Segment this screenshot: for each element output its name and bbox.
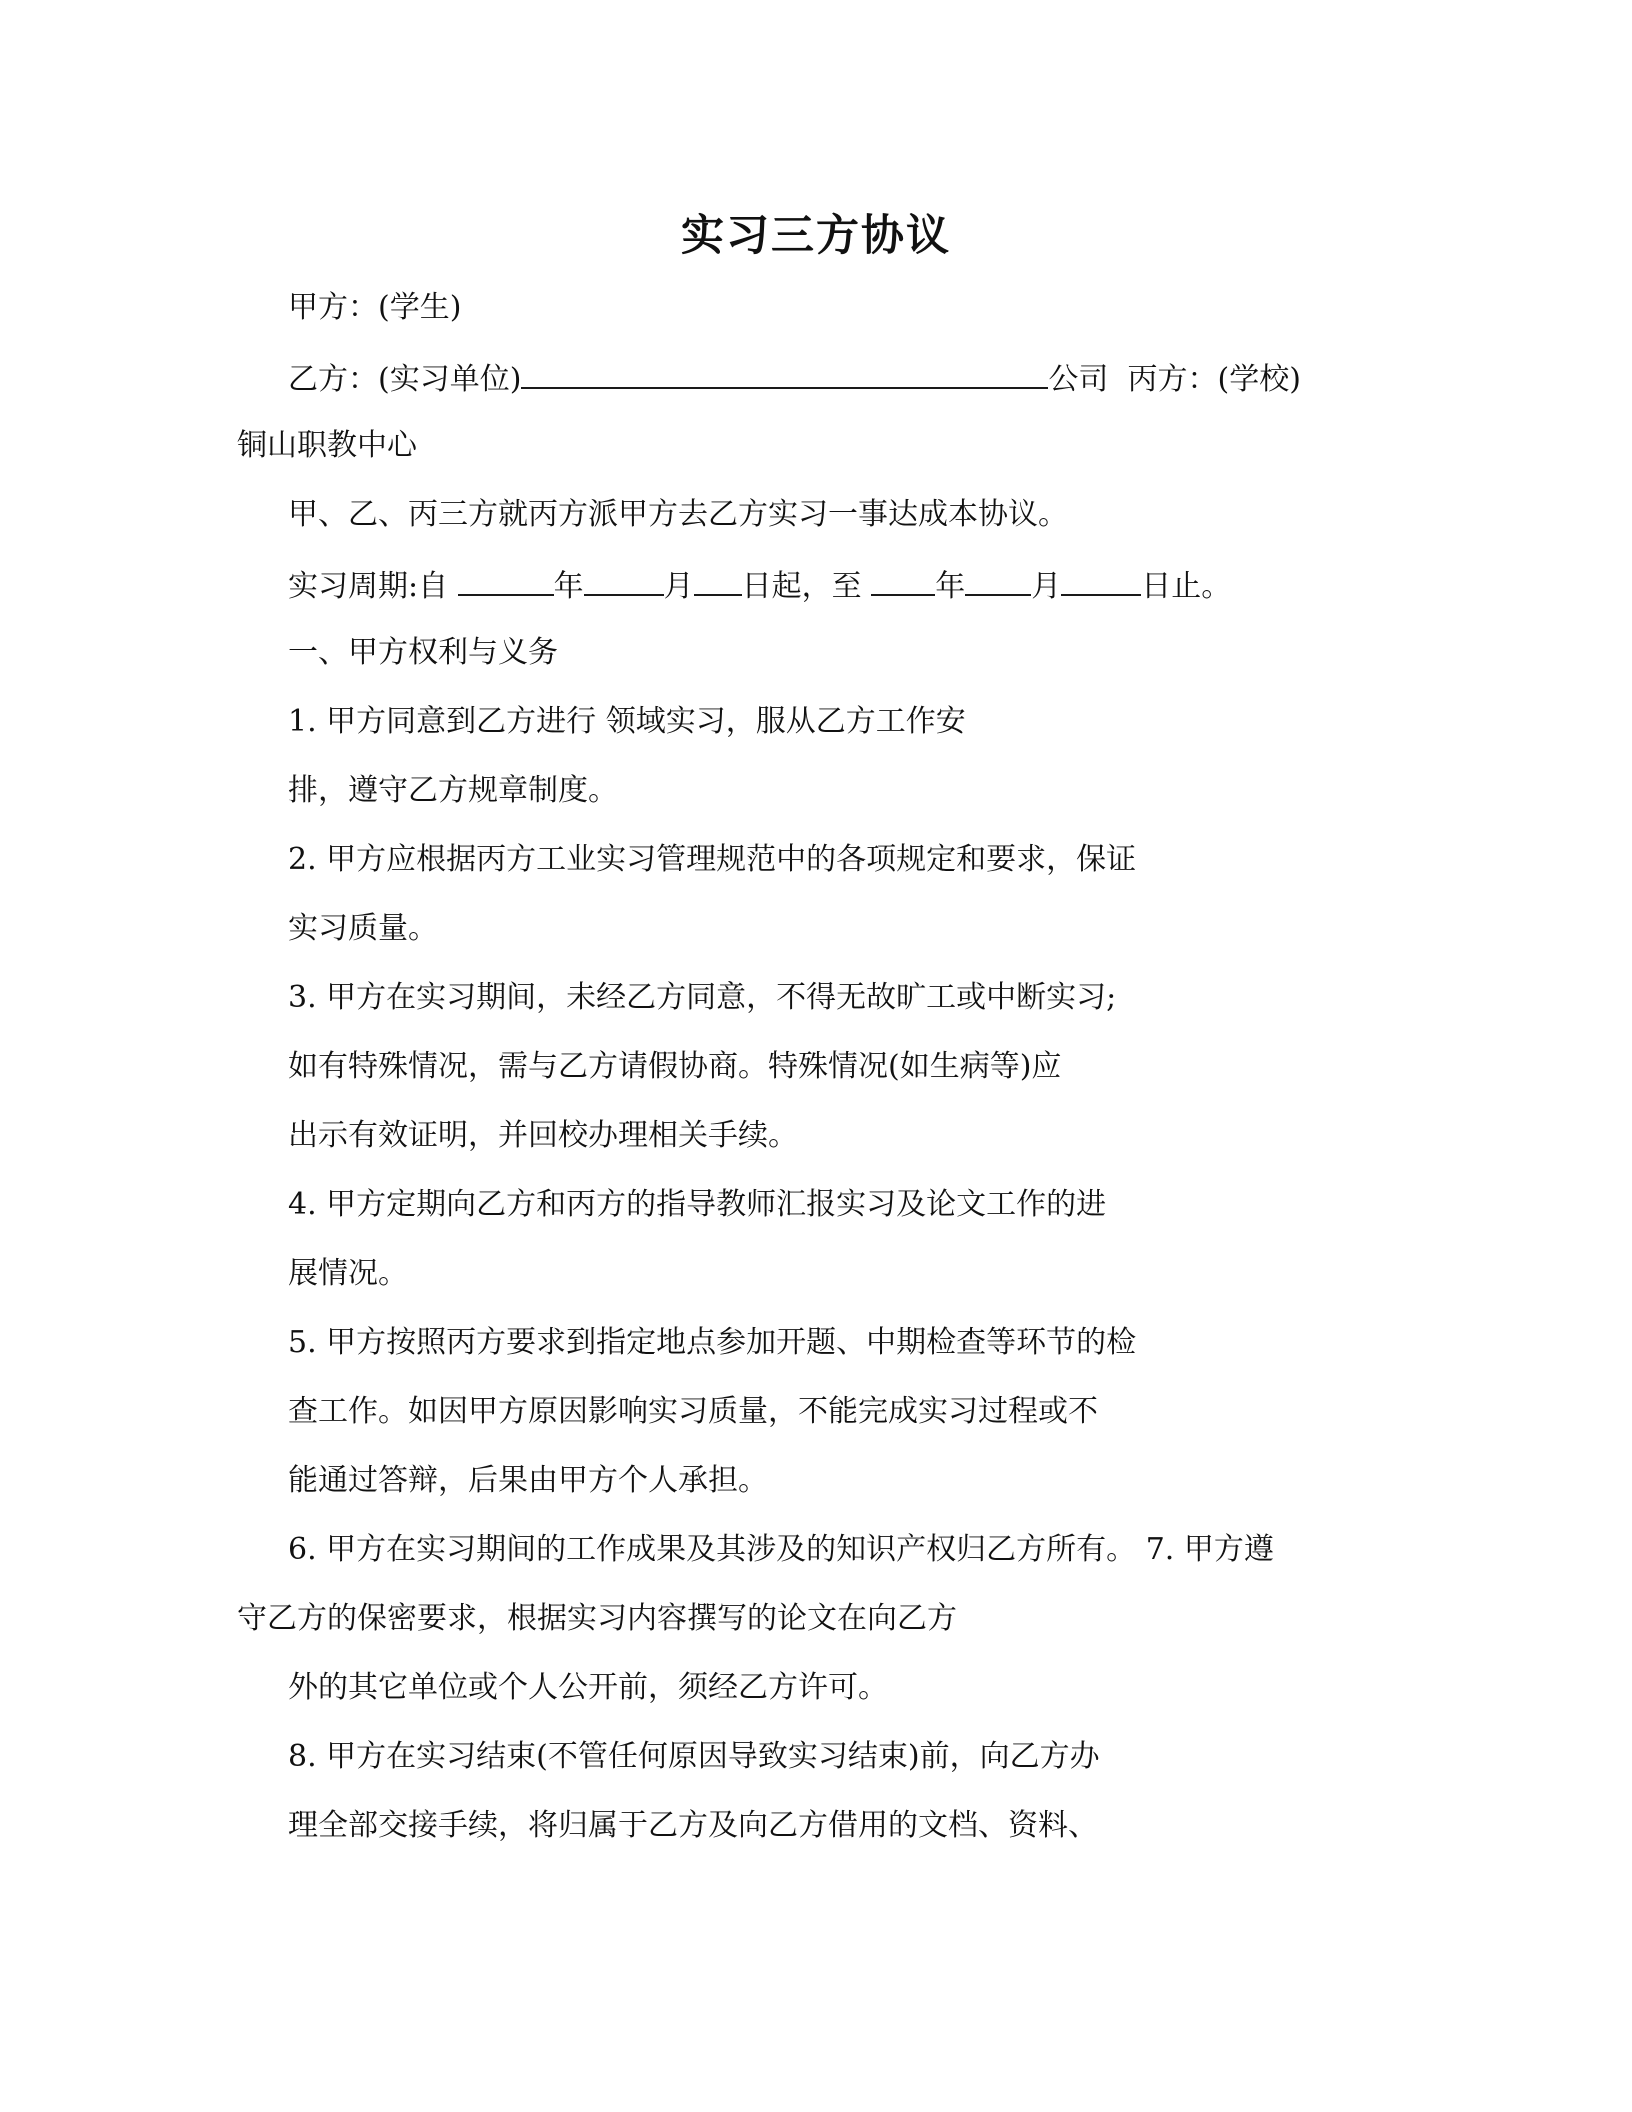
end-month-blank[interactable] xyxy=(965,564,1031,596)
clause-line: 6. 甲方在实习期间的工作成果及其涉及的知识产权归乙方所有。 7. 甲方遵 xyxy=(288,1532,1274,1567)
clause-line: 理全部交接手续，将归属于乙方及向乙方借用的文档、资料、 xyxy=(288,1808,1098,1843)
end-day-unit: 日止。 xyxy=(1141,569,1232,604)
end-year-unit: 年 xyxy=(935,569,966,604)
company-name-blank[interactable] xyxy=(521,357,1048,389)
start-year-unit: 年 xyxy=(553,569,584,604)
school-name: 铜山职教中心 xyxy=(237,428,417,463)
period-label: 实习周期:自 xyxy=(288,569,449,604)
start-day-unit: 日起，至 xyxy=(741,569,862,604)
party-b-line xyxy=(288,357,1301,400)
party-b-label: 乙方：(实习单位) xyxy=(288,362,522,397)
clause-line: 5. 甲方按照丙方要求到指定地点参加开题、中期检查等环节的检 xyxy=(288,1325,1137,1360)
clause-line: 4. 甲方定期向乙方和丙方的指导教师汇报实习及论文工作的进 xyxy=(288,1187,1107,1222)
clause-line: 外的其它单位或个人公开前，须经乙方许可。 xyxy=(288,1670,888,1705)
party-b-suffix: 公司 xyxy=(1048,362,1109,397)
clause-line: 能通过答辩，后果由甲方个人承担。 xyxy=(288,1463,768,1498)
end-month-unit: 月 xyxy=(1031,569,1062,604)
start-month-blank[interactable] xyxy=(584,564,664,596)
clause-line: 查工作。如因甲方原因影响实习质量，不能完成实习过程或不 xyxy=(288,1394,1098,1429)
start-month-unit: 月 xyxy=(663,569,694,604)
page-title: 实习三方协议 xyxy=(681,211,951,261)
section-heading: 一、甲方权利与义务 xyxy=(288,635,558,670)
clause-line: 2. 甲方应根据丙方工业实习管理规范中的各项规定和要求，保证 xyxy=(288,842,1137,877)
clause-line: 守乙方的保密要求，根据实习内容撰写的论文在向乙方 xyxy=(237,1601,957,1636)
period-line xyxy=(288,564,1231,607)
end-year-blank[interactable] xyxy=(871,564,935,596)
start-day-blank[interactable] xyxy=(694,564,742,596)
clause-line: 实习质量。 xyxy=(288,911,438,946)
clause-line: 出示有效证明，并回校办理相关手续。 xyxy=(288,1118,798,1153)
start-year-blank[interactable] xyxy=(458,564,554,596)
clause-line: 如有特殊情况，需与乙方请假协商。特殊情况(如生病等)应 xyxy=(288,1049,1062,1084)
clause-line: 8. 甲方在实习结束(不管任何原因导致实习结束)前，向乙方办 xyxy=(288,1739,1100,1774)
party-a-line: 甲方：(学生) xyxy=(288,290,462,325)
clause-line: 排，遵守乙方规章制度。 xyxy=(288,773,618,808)
clause-line: 3. 甲方在实习期间，未经乙方同意，不得无故旷工或中断实习; xyxy=(288,980,1117,1015)
intro-paragraph: 甲、乙、丙三方就丙方派甲方去乙方实习一事达成本协议。 xyxy=(288,497,1068,532)
party-c-label: 丙方：(学校) xyxy=(1127,362,1301,397)
clause-line: 1. 甲方同意到乙方进行 领域实习，服从乙方工作安 xyxy=(288,704,966,739)
clause-line: 展情况。 xyxy=(288,1256,408,1291)
end-day-blank[interactable] xyxy=(1061,564,1141,596)
